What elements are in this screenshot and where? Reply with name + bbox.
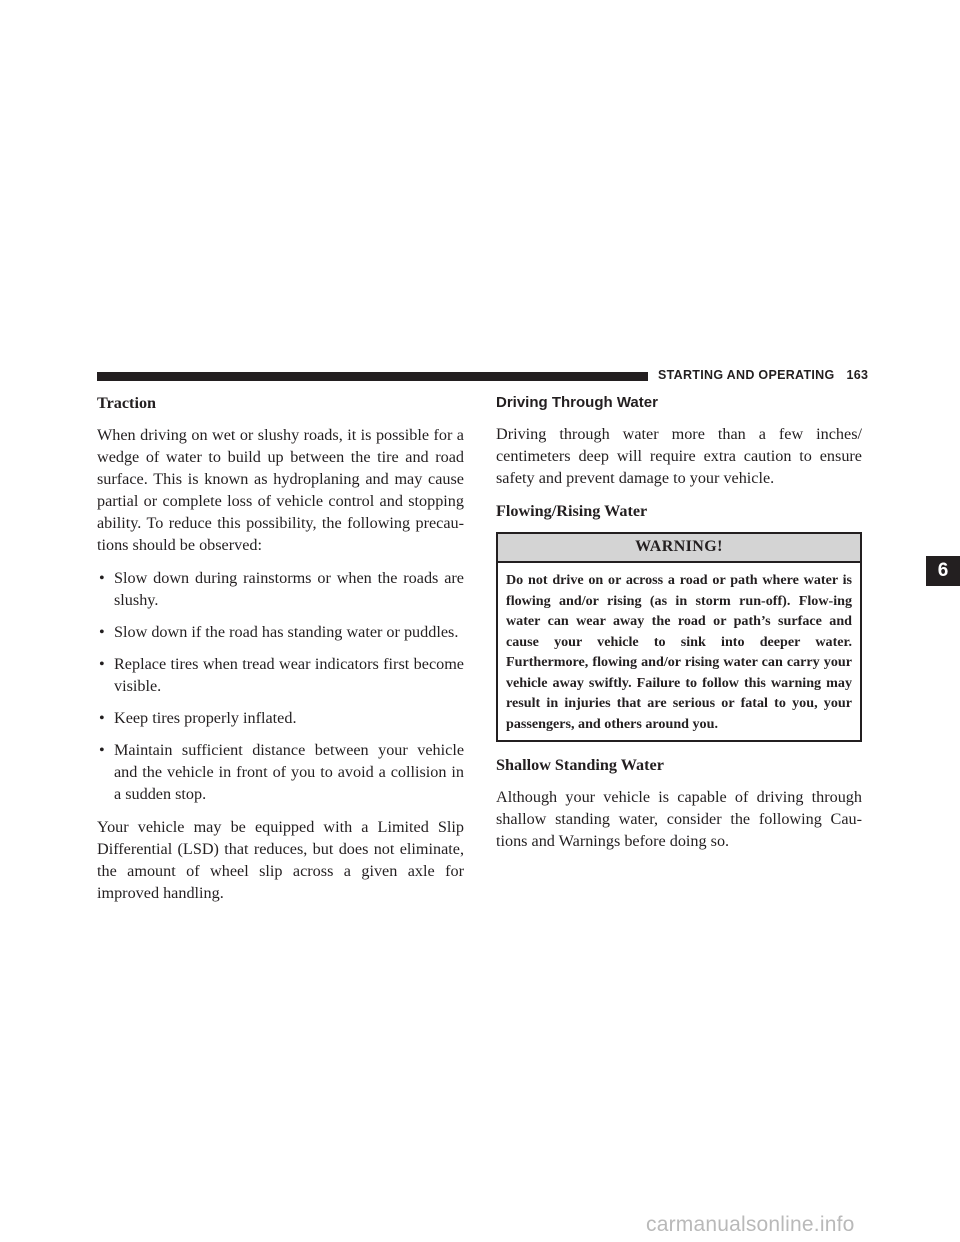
page-header [658,368,868,382]
bullet-icon: • [99,655,105,673]
bullet-icon: • [99,741,105,759]
warning-title: WARNING! [498,534,860,563]
page-number: 163 [846,368,869,382]
list-item: • Slow down if the road has standing water or puddles. [99,623,459,641]
driving-through-water-heading: Driving Through Water [496,394,658,411]
watermark: carmanualsonline.info [646,1213,855,1236]
header-rule [97,372,648,381]
right-column [496,392,862,863]
lsd-paragraph: Your vehicle may be equipped with a Limited Slip Differential (LSD) that reduces, but does not eliminate, the amount of wheel slip across a given axle for improved handling. [97,818,464,902]
list-item: • Replace tires when tread wear indicators first become visible. [99,655,464,695]
flowing-rising-water-heading: Flowing/Rising Water [496,502,648,520]
list-item: • Slow down during rainstorms or when the roads are slushy. [99,569,464,609]
warning-body: Do not drive on or across a road or path where water is flowing and/or rising (as in storm run-off). Flow-ing water can wear away the road or path’s surface and cause your vehicle to sink into deeper water. Furthermore, flowing and/or rising water can carry your vehicle away swiftly. Failure to follow this warning may result in injuries that are serious or fatal to you, your passengers, and others around you. [506,572,852,732]
chapter-tab: 6 [926,556,960,586]
list-item: • Maintain sufficient distance between your vehicle and the vehicle in front of you to avoid a collision in a sudden stop. [99,741,464,803]
section-title: STARTING AND OPERATING [658,368,835,382]
traction-intro: When driving on wet or slushy roads, it is possible for a wedge of water to build up between the tire and road surface. This is known as hydroplaning and may cause partial or complete loss of vehicle control and stopping ability. To reduce this possibility, the following precau-tions should be observed: [97,426,464,554]
traction-list [97,567,464,805]
shallow-standing-water-heading: Shallow Standing Water [496,756,664,774]
warning-box [496,532,862,742]
list-item: • Keep tires properly inflated. [99,709,297,727]
shallow-water-paragraph: Although your vehicle is capable of driving through shallow standing water, consider the following Cau-tions and Warnings before doing so. [496,788,862,850]
bullet-icon: • [99,569,105,587]
bullet-icon: • [99,623,105,641]
water-intro: Driving through water more than a few inches/ centimeters deep will require extra caution to ensure safety and prevent damage to your vehicle. [496,425,862,487]
bullet-icon: • [99,709,105,727]
left-column [97,392,464,915]
traction-heading: Traction [97,394,157,412]
